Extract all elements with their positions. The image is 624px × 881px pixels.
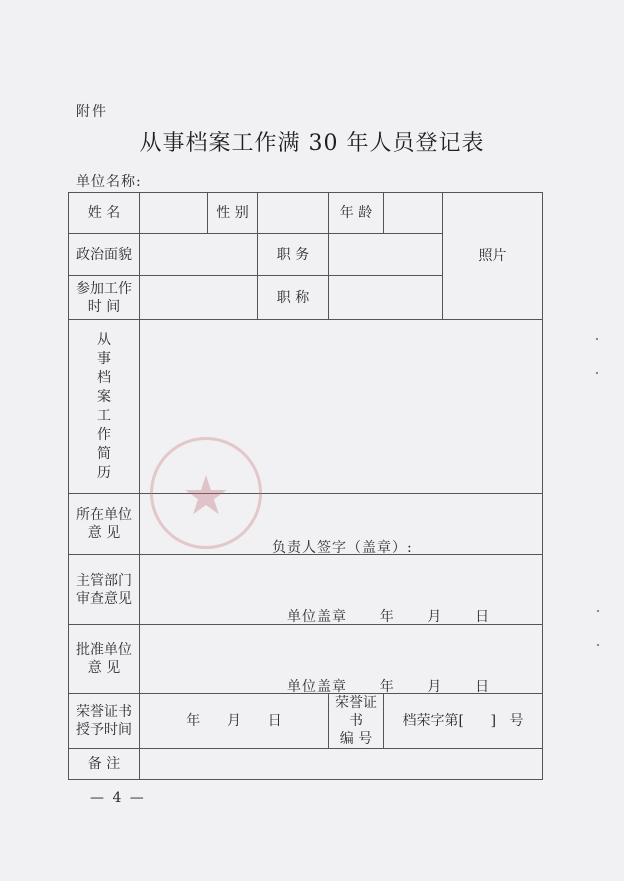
position-field[interactable] bbox=[329, 234, 443, 276]
title-field[interactable] bbox=[329, 276, 443, 320]
dept-review-line1: 主管部门 bbox=[76, 572, 132, 589]
attachment-label: 附件 bbox=[76, 104, 108, 120]
career-char: 历 bbox=[97, 464, 111, 481]
scan-dot bbox=[597, 610, 599, 612]
remarks-label: 备 注 bbox=[69, 749, 140, 780]
career-char: 档 bbox=[97, 369, 111, 386]
honor-no-label bbox=[329, 694, 384, 749]
age-label: 年 龄 bbox=[329, 193, 384, 234]
gender-field[interactable] bbox=[258, 193, 329, 234]
political-field[interactable] bbox=[140, 234, 258, 276]
photo-box: 照片 bbox=[443, 193, 543, 320]
seal-star-icon: ★ bbox=[181, 464, 231, 527]
dept-review-line2: 审查意见 bbox=[76, 590, 132, 607]
work-start-label-line1: 参加工作 bbox=[76, 280, 132, 297]
career-label bbox=[69, 320, 140, 494]
political-label: 政治面貌 bbox=[69, 234, 140, 276]
career-char: 工 bbox=[97, 407, 111, 424]
honor-time-line1: 荣誉证书 bbox=[76, 704, 132, 720]
dept-review-signature: 单位盖章 年 月 日 bbox=[287, 609, 491, 625]
honor-time-field[interactable]: 年 月 日 bbox=[140, 694, 329, 749]
page-title: 从事档案工作满 30 年人员登记表 bbox=[139, 131, 485, 156]
dept-review-label bbox=[69, 555, 140, 625]
approval-signature: 单位盖章 年 月 日 bbox=[287, 679, 491, 695]
career-char: 事 bbox=[97, 350, 111, 367]
position-label: 职 务 bbox=[258, 234, 329, 276]
remarks-field[interactable] bbox=[140, 749, 543, 780]
work-start-label-line2: 时 间 bbox=[87, 298, 121, 315]
age-field[interactable] bbox=[384, 193, 443, 234]
unit-opinion-label bbox=[69, 494, 140, 555]
approval-label bbox=[69, 625, 140, 694]
honor-no-line1: 荣誉证书 bbox=[335, 695, 377, 729]
honor-no-line2: 编 号 bbox=[339, 731, 373, 747]
career-char: 案 bbox=[97, 388, 111, 405]
honor-time-line2: 授予时间 bbox=[76, 722, 132, 738]
unit-name-label: 单位名称: bbox=[76, 174, 142, 190]
honor-time-label bbox=[69, 694, 140, 749]
work-start-field[interactable] bbox=[140, 276, 258, 320]
career-char: 简 bbox=[97, 445, 111, 462]
title-label: 职 称 bbox=[258, 276, 329, 320]
scan-dot bbox=[597, 644, 599, 646]
career-char: 作 bbox=[97, 426, 111, 443]
unit-opinion-line1: 所在单位 bbox=[76, 507, 132, 523]
official-seal bbox=[150, 437, 262, 549]
name-label: 姓 名 bbox=[69, 193, 140, 234]
approval-line2: 意 见 bbox=[87, 660, 121, 676]
unit-opinion-signature: 负责人签字（盖章）: bbox=[272, 540, 413, 556]
scan-dot bbox=[596, 338, 598, 340]
honor-no-field[interactable]: 档荣字第[ ] 号 bbox=[384, 694, 543, 749]
work-start-label bbox=[69, 276, 140, 320]
unit-opinion-line2: 意 见 bbox=[87, 525, 121, 541]
scan-dot bbox=[596, 372, 598, 374]
page-number: — 4 — bbox=[90, 790, 146, 806]
approval-line1: 批准单位 bbox=[76, 642, 132, 658]
career-char: 从 bbox=[97, 331, 111, 348]
gender-label: 性 别 bbox=[208, 193, 258, 234]
name-field[interactable] bbox=[140, 193, 208, 234]
